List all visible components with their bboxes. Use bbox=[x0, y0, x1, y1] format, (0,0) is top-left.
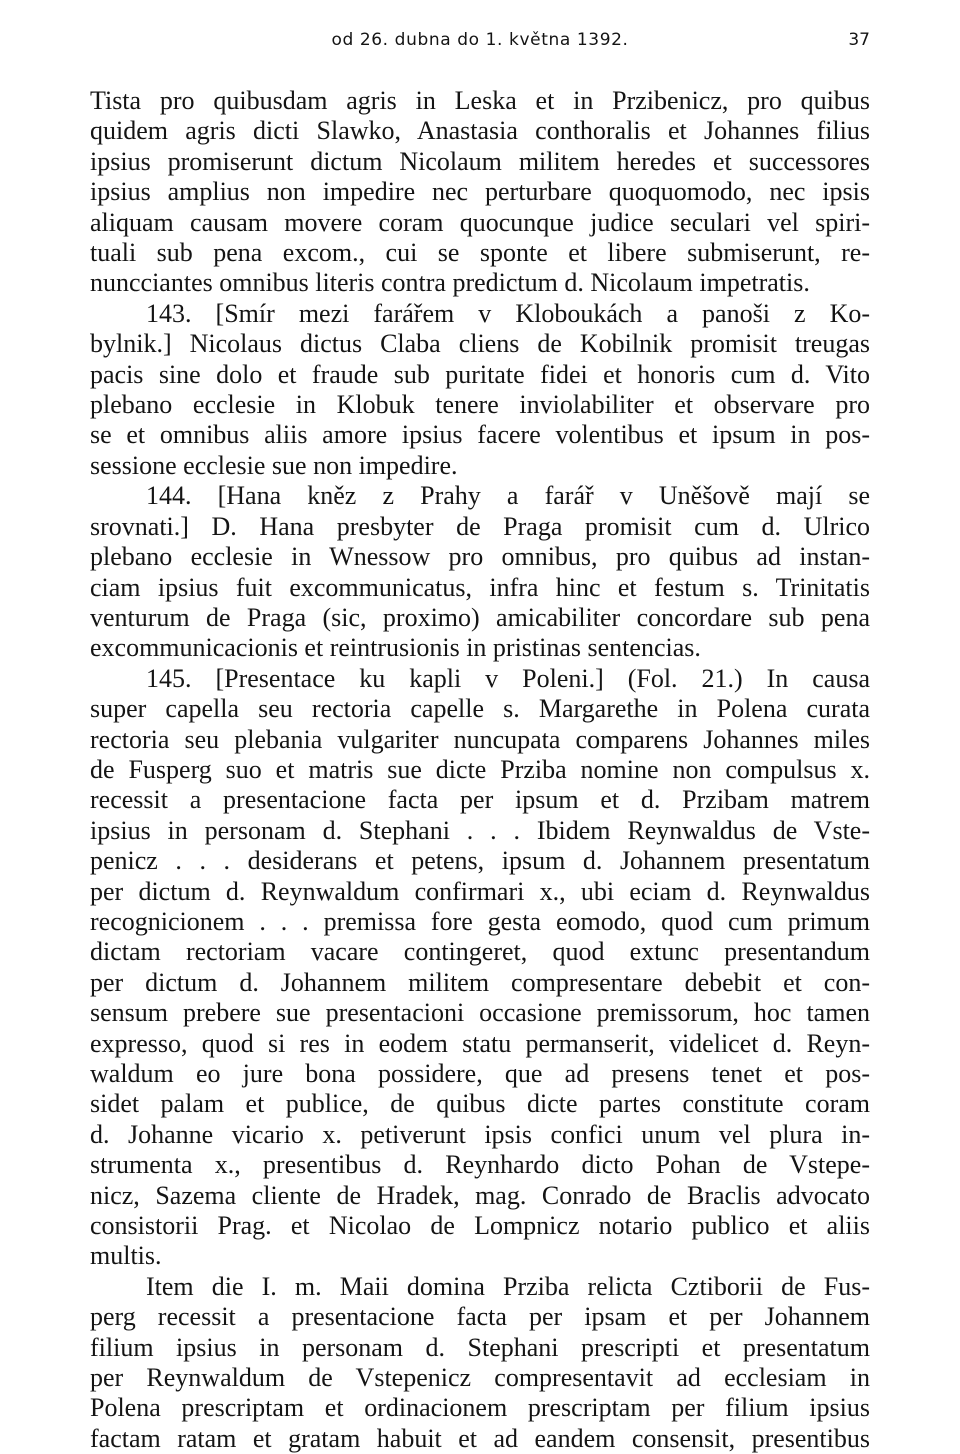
text-line: recognicionem . . . premissa fore gesta eomodo, quod cum primum bbox=[90, 906, 870, 936]
text-line: 143. [Smír mezi farářem v Kloboukách a panoši z Ko- bbox=[146, 298, 870, 328]
text-line: d. Johanne vicario x. petiverunt ipsis confici unum vel plura in- bbox=[90, 1119, 870, 1149]
text-line: sessione ecclesie sue non impedire. bbox=[90, 450, 458, 480]
text-line: super capella seu rectoria capelle s. Margarethe in Polena curata bbox=[90, 694, 870, 724]
text-line: venturum de Praga (sic, proximo) amicabiliter concordare sub pena bbox=[90, 602, 870, 632]
text-line: Item die I. m. Maii domina Prziba relicta Cztiborii de Fus- bbox=[146, 1271, 870, 1301]
text-line: multis. bbox=[90, 1241, 162, 1271]
text-line: consistorii Prag. et Nicolao de Lompnicz notario publico et aliis bbox=[90, 1211, 870, 1241]
text-line: recessit a presentacione facta per ipsum et d. Przibam matrem bbox=[90, 785, 870, 815]
text-line: tuali sub pena excom., cui se sponte et libere submiserunt, re- bbox=[90, 238, 870, 268]
text-line: bylnik.] Nicolaus dictus Claba cliens de Kobilnik promisit treugas bbox=[90, 329, 870, 359]
text-line: ipsius amplius non impedire nec perturbare quoquomodo, nec ipsis bbox=[90, 177, 870, 207]
text-line: nuncciantes omnibus literis contra predictum d. Nicolaum impetratis. bbox=[90, 268, 810, 298]
text-line: aliquam causam movere coram quocunque judice seculari vel spiri- bbox=[90, 207, 870, 237]
text-line: filium ipsius in personam d. Stephani prescripti et presentatum bbox=[90, 1332, 870, 1362]
running-title: od 26. dubna do 1. května 1392. bbox=[331, 30, 629, 50]
text-line: expresso, quod si res in eodem statu permanserit, videlicet d. Reyn- bbox=[90, 1028, 870, 1058]
text-line: 144. [Hana kněz z Prahy a farář v Uněšově mají se bbox=[146, 481, 870, 511]
text-line: per Reynwaldum de Vstepenicz compresentavit ad ecclesiam in bbox=[90, 1363, 870, 1393]
text-line: srovnati.] D. Hana presbyter de Praga promisit cum d. Ulrico bbox=[90, 511, 870, 541]
text-line: se et omnibus aliis amore ipsius facere volentibus et ipsum in pos- bbox=[90, 420, 870, 450]
text-line: waldum eo jure bona possidere, que ad presens tenet et pos- bbox=[90, 1059, 870, 1088]
text-line: perg recessit a presentacione facta per ipsam et per Johannem bbox=[90, 1302, 870, 1332]
text-line: penicz . . . desiderans et petens, ipsum d. Johannem presentatum bbox=[90, 846, 870, 876]
text-line: per dictum d. Reynwaldum confirmari x., ubi eciam d. Reynwaldus bbox=[90, 876, 870, 906]
text-line: quidem agris dicti Slawko, Anastasia conthoralis et Johannes filius bbox=[90, 116, 870, 146]
text-line: Tista pro quibusdam agris in Leska et in Przibenicz, pro quibus bbox=[90, 86, 870, 115]
text-line: rectoria seu plebania vulgariter nuncupata comparens Johannes miles bbox=[90, 724, 870, 754]
text-line: ipsius in personam d. Stephani . . . Ibidem Reynwaldus de Vste- bbox=[90, 815, 870, 845]
text-line: de Fusperg suo et matris sue dicte Prziba nomine non compulsus x. bbox=[90, 754, 870, 784]
body-text bbox=[90, 86, 870, 1454]
text-line: 145. [Presentace ku kapli v Poleni.] (Fol. 21.) In causa bbox=[146, 663, 870, 693]
text-line: plebano ecclesie in Wnessow pro omnibus, pro quibus ad instan- bbox=[90, 542, 870, 572]
text-line: Polena prescriptam et ordinacionem prescriptam per filium ipsius bbox=[90, 1393, 870, 1423]
text-line: sensum prebere sue presentacioni occasione premissorum, hoc tamen bbox=[90, 998, 870, 1028]
text-line: plebano ecclesie in Klobuk tenere inviolabiliter et observare pro bbox=[90, 390, 870, 420]
running-head bbox=[90, 30, 870, 60]
text-line: strumenta x., presentibus d. Reynhardo dicto Pohan de Vstepe- bbox=[90, 1150, 870, 1180]
text-line: excommunicacionis et reintrusionis in pristinas sentencias. bbox=[90, 633, 701, 663]
text-line: nicz, Sazema cliente de Hradek, mag. Conrado de Braclis advocato bbox=[90, 1180, 870, 1210]
text-line: pacis sine dolo et fraude sub puritate fidei et honoris cum d. Vito bbox=[90, 359, 870, 389]
text-line: dictam rectoriam vacare contingeret, quod extunc presentandum bbox=[90, 937, 870, 967]
text-line: per dictum d. Johannem militem compresentare debebit et con- bbox=[90, 967, 870, 997]
text-line: ciam ipsius fuit excommunicatus, infra hinc et festum s. Trinitatis bbox=[90, 572, 870, 602]
text-line: sidet palam et publice, de quibus dicte partes constitute coram bbox=[90, 1089, 870, 1119]
text-line: ipsius promiserunt dictum Nicolaum militem heredes et successores bbox=[90, 146, 870, 176]
page-number: 37 bbox=[848, 30, 870, 50]
text-line: factam ratam et gratam habuit et ad eandem consensit, presentibus bbox=[90, 1423, 870, 1453]
